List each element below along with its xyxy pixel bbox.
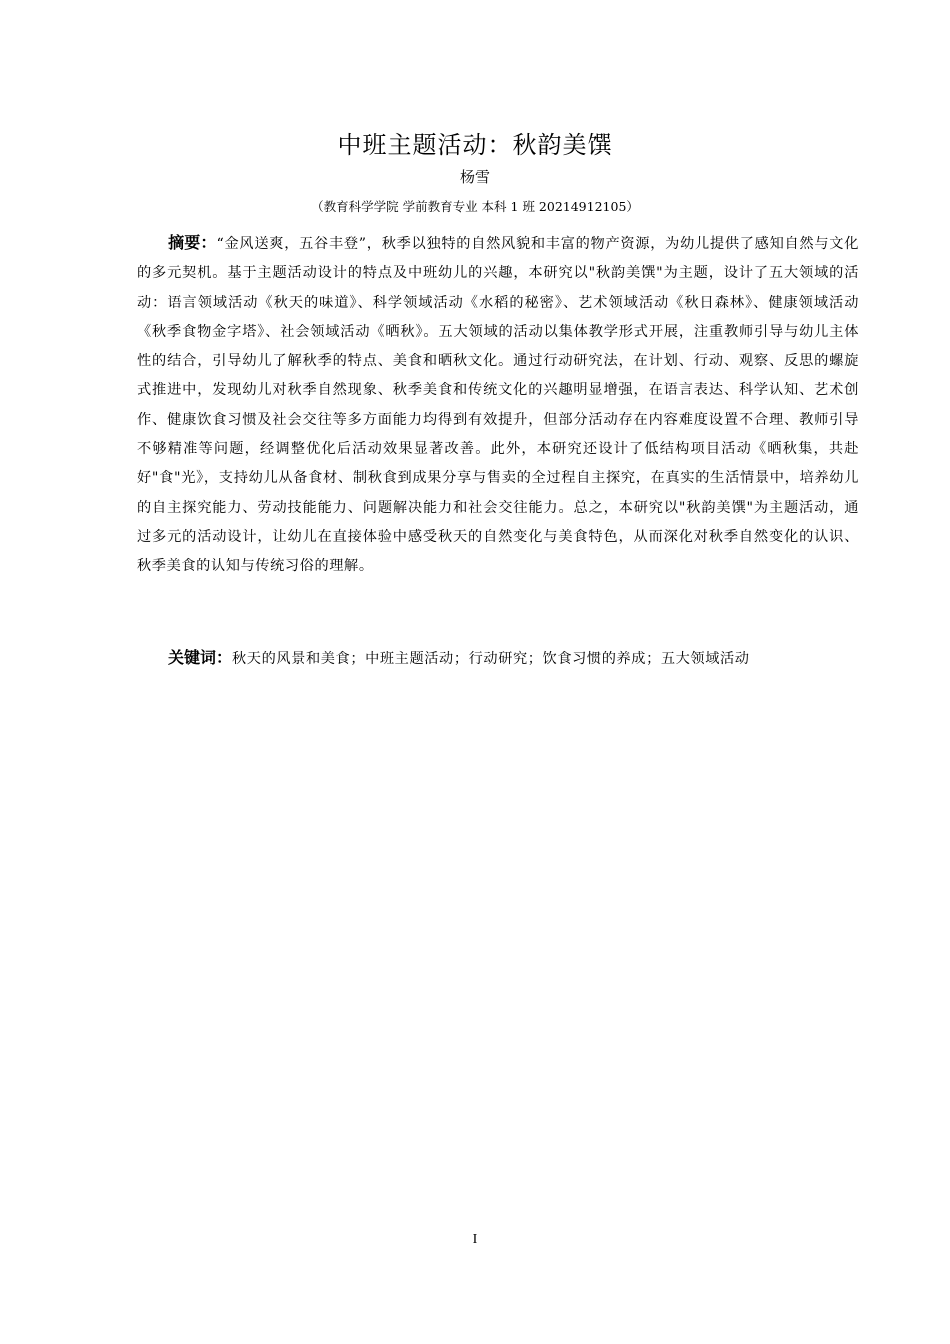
paper-title: 中班主题活动：秋韵美馔 — [337, 131, 613, 159]
keywords-paragraph — [137, 643, 859, 674]
abstract-text: “金风送爽，五谷丰登”，秋季以独特的自然风貌和丰富的物产资源，为幼儿提供了感知自然与文化的多元契机。基于主题活动设计的特点及中班幼儿的兴趣，本研究以"秋韵美馔"为主题，设计了五大领域的活动：语言领域活动《秋天的味道》、科学领域活动《水稻的秘密》、艺术领域活动《秋日森林》、健康领域活动《秋季食物金字塔》、社会领域活动《晒秋》。五大领域的活动以集体教学形式开展，注重教师引导与幼儿主体性的结合，引导幼儿了解秋季的特点、美食和晒秋文化。通过行动研究法，在计划、行动、观察、反思的螺旋式推进中，发现幼儿对秋季自然现象、秋季美食和传统文化的兴趣明显增强，在语言表达、科学认知、艺术创作、健康饮食习惯及社会交往等多方面能力均得到有效提升，但部分活动存在内容难度设置不合理、教师引导不够精准等问题，经调整优化后活动效果显著改善。此外，本研究还设计了低结构项目活动《晒秋集，共赴好"食"光》，支持幼儿从备食材、制秋食到成果分享与售卖的全过程自主探究，在真实的生活情景中，培养幼儿的自主探究能力、劳动技能能力、问题解决能力和社会交往能力。总之，本研究以"秋韵美馔"为主题活动，通过多元的活动设计，让幼儿在直接体验中感受秋天的自然变化与美食特色，从而深化对秋季自然变化的认识、秋季美食的认知与传统习俗的理解。 — [137, 236, 859, 575]
abstract-paragraph — [137, 228, 859, 582]
abstract-label: 摘要： — [168, 233, 217, 252]
keywords-text: 秋天的风景和美食；中班主题活动；行动研究；饮食习惯的养成；五大领域活动 — [232, 651, 750, 667]
author-name: 杨雪 — [459, 168, 490, 186]
page-number: I — [472, 1232, 478, 1247]
author-affiliation: （教育科学学院 学前教育专业 本科 1 班 20214912105） — [311, 199, 639, 214]
keywords-label: 关键词： — [168, 648, 233, 667]
